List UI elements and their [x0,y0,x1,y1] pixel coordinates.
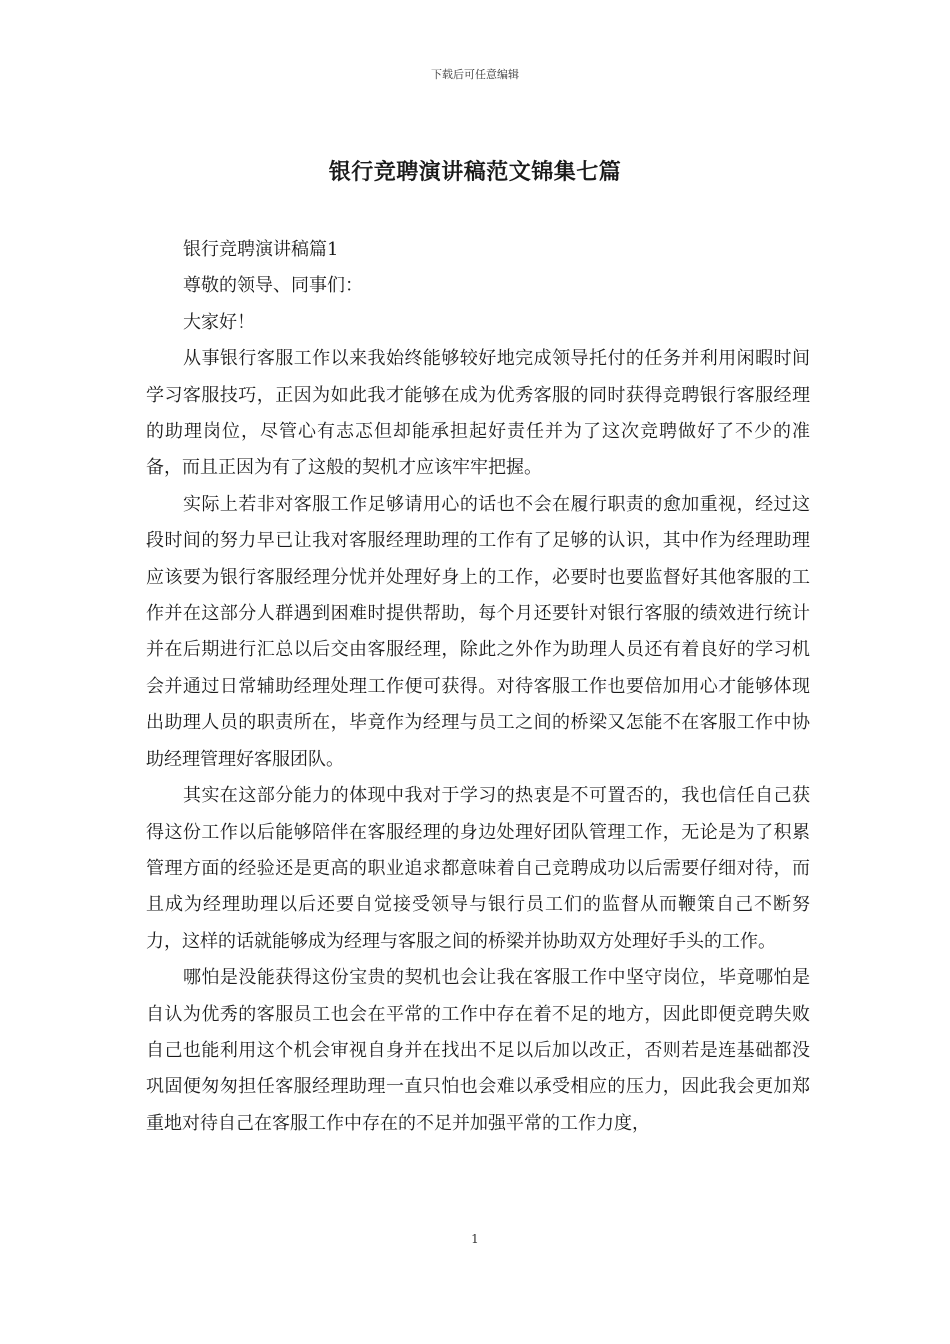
body-paragraph: 实际上若非对客服工作足够请用心的话也不会在履行职责的愈加重视，经过这段时间的努力早已让我对客服经理助理的工作有了足够的认识，其中作为经理助理应该要为银行客服经理分忧并处理好身上的工作，必要时也要监督好其他客服的工作并在这部分人群遇到困难时提供帮助，每个月还要针对银行客服的绩效进行统计并在后期进行汇总以后交由客服经理，除此之外作为助理人员还有着良好的学习机会并通过日常辅助经理处理工作便可获得。对待客服工作也要倍加用心才能够体现出助理人员的职责所在，毕竟作为经理与员工之间的桥梁又怎能不在客服工作中协助经理管理好客服团队。 [146,493,810,770]
document-title: 银行竞聘演讲稿范文锦集七篇 [328,159,622,185]
page-number: 1 [471,1232,479,1246]
body-paragraph: 哪怕是没能获得这份宝贵的契机也会让我在客服工作中坚守岗位，毕竟哪怕是自认为优秀的客服员工也会在平常的工作中存在着不足的地方，因此即便竞聘失败自己也能利用这个机会审视自身并在找出不足以后加以改正，否则若是连基础都没巩固便匆匆担任客服经理助理一直只怕也会难以承受相应的压力，因此我会更加郑重地对待自己在客服工作中存在的不足并加强平常的工作力度， [146,967,810,1134]
header-note: 下载后可任意编辑 [431,68,519,81]
greeting: 大家好！ [183,311,255,333]
body-paragraph: 从事银行客服工作以来我始终能够较好地完成领导托付的任务并利用闲暇时间学习客服技巧，正因为如此我才能够在成为优秀客服的同时获得竞聘银行客服经理的助理岗位，尽管心有志忑但却能承担起好责任并为了这次竞聘做好了不少的准备，而且正因为有了这般的契机才应该牢牢把握。 [146,348,810,479]
body-paragraph: 其实在这部分能力的体现中我对于学习的热衷是不可置否的，我也信任自己获得这份工作以后能够陪伴在客服经理的身边处理好团队管理工作，无论是为了积累管理方面的经验还是更高的职业追求都意味着自己竞聘成功以后需要仔细对待，而且成为经理助理以后还要自觉接受领导与银行员工们的监督从而鞭策自己不断努力，这样的话就能够成为经理与客服之间的桥梁并协助双方处理好手头的工作。 [146,785,810,952]
section-heading: 银行竞聘演讲稿篇1 [183,239,339,260]
salutation: 尊敬的领导、同事们： [183,275,363,297]
document-body [146,232,810,1142]
